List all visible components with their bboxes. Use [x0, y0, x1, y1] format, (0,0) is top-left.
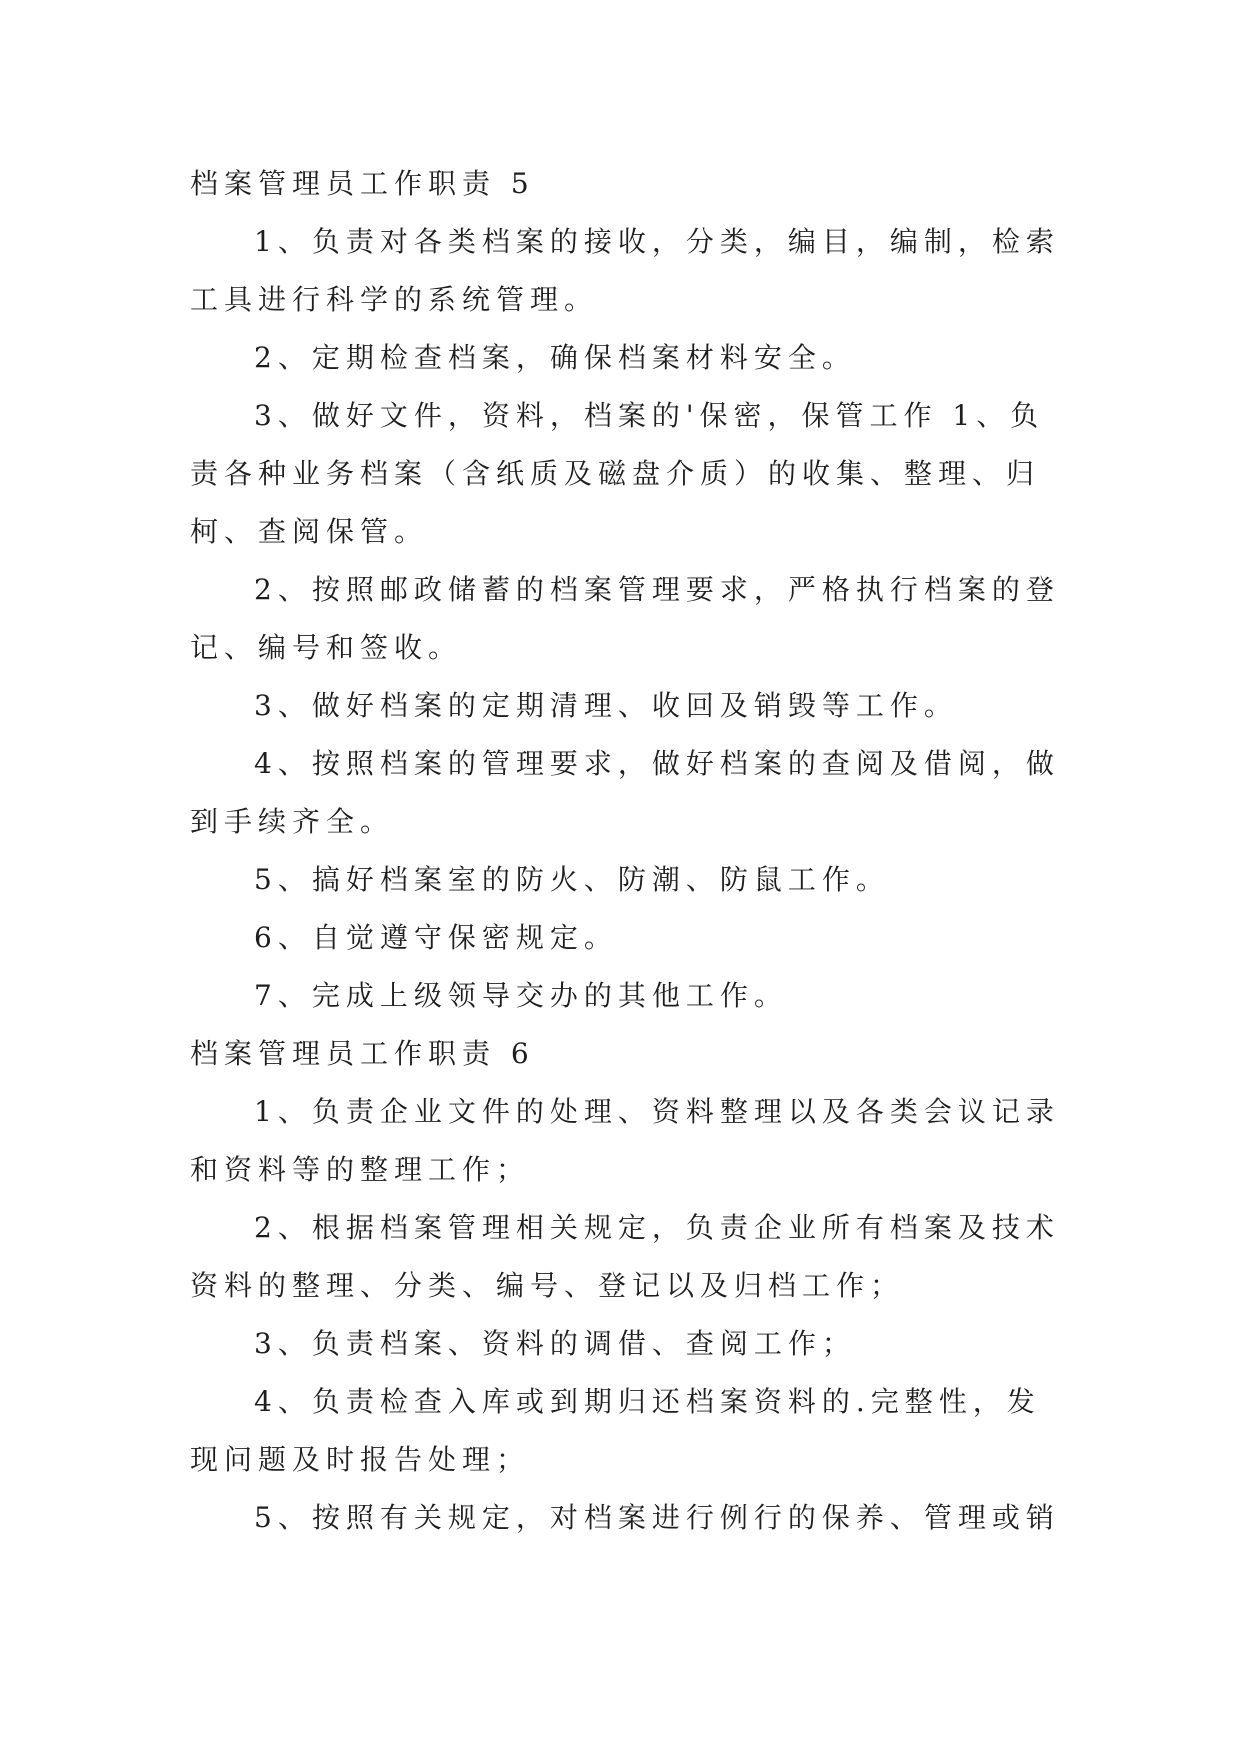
paragraph: 2、定期检查档案，确保档案材料安全。	[254, 341, 856, 374]
paragraph: 3、做好文件，资料，档案的'保密，保管工作 1、负责各种业务档案（含纸质及磁盘介质）的收集、整理、归柯、查阅保管。	[190, 399, 1045, 548]
section-heading-6: 档案管理员工作职责 6	[190, 1037, 535, 1070]
paragraph: 6、自觉遵守保密规定。	[254, 921, 618, 954]
paragraph: 4、负责检查入库或到期归还档案资料的.完整性，发现问题及时报告处理；	[190, 1385, 1041, 1476]
paragraph: 1、负责企业文件的处理、资料整理以及各类会议记录和资料等的整理工作；	[190, 1095, 1060, 1186]
paragraph: 2、按照邮政储蓄的档案管理要求，严格执行档案的登记、编号和签收。	[190, 573, 1060, 664]
paragraph: 3、做好档案的定期清理、收回及销毁等工作。	[254, 689, 958, 722]
paragraph: 1、负责对各类档案的接收，分类，编目，编制，检索工具进行科学的系统管理。	[190, 225, 1060, 316]
paragraph: 4、按照档案的管理要求，做好档案的查阅及借阅，做到手续齐全。	[190, 747, 1060, 838]
paragraph: 5、按照有关规定，对档案进行例行的保养、管理或销	[254, 1501, 1060, 1534]
paragraph: 2、根据档案管理相关规定，负责企业所有档案及技术资料的整理、分类、编号、登记以及归档工作；	[190, 1211, 1060, 1302]
section-heading-5: 档案管理员工作职责 5	[190, 167, 535, 200]
paragraph: 7、完成上级领导交办的其他工作。	[254, 979, 788, 1012]
paragraph: 3、负责档案、资料的调借、查阅工作；	[254, 1327, 856, 1360]
document-body	[190, 155, 1070, 1547]
paragraph: 5、搞好档案室的防火、防潮、防鼠工作。	[254, 863, 890, 896]
